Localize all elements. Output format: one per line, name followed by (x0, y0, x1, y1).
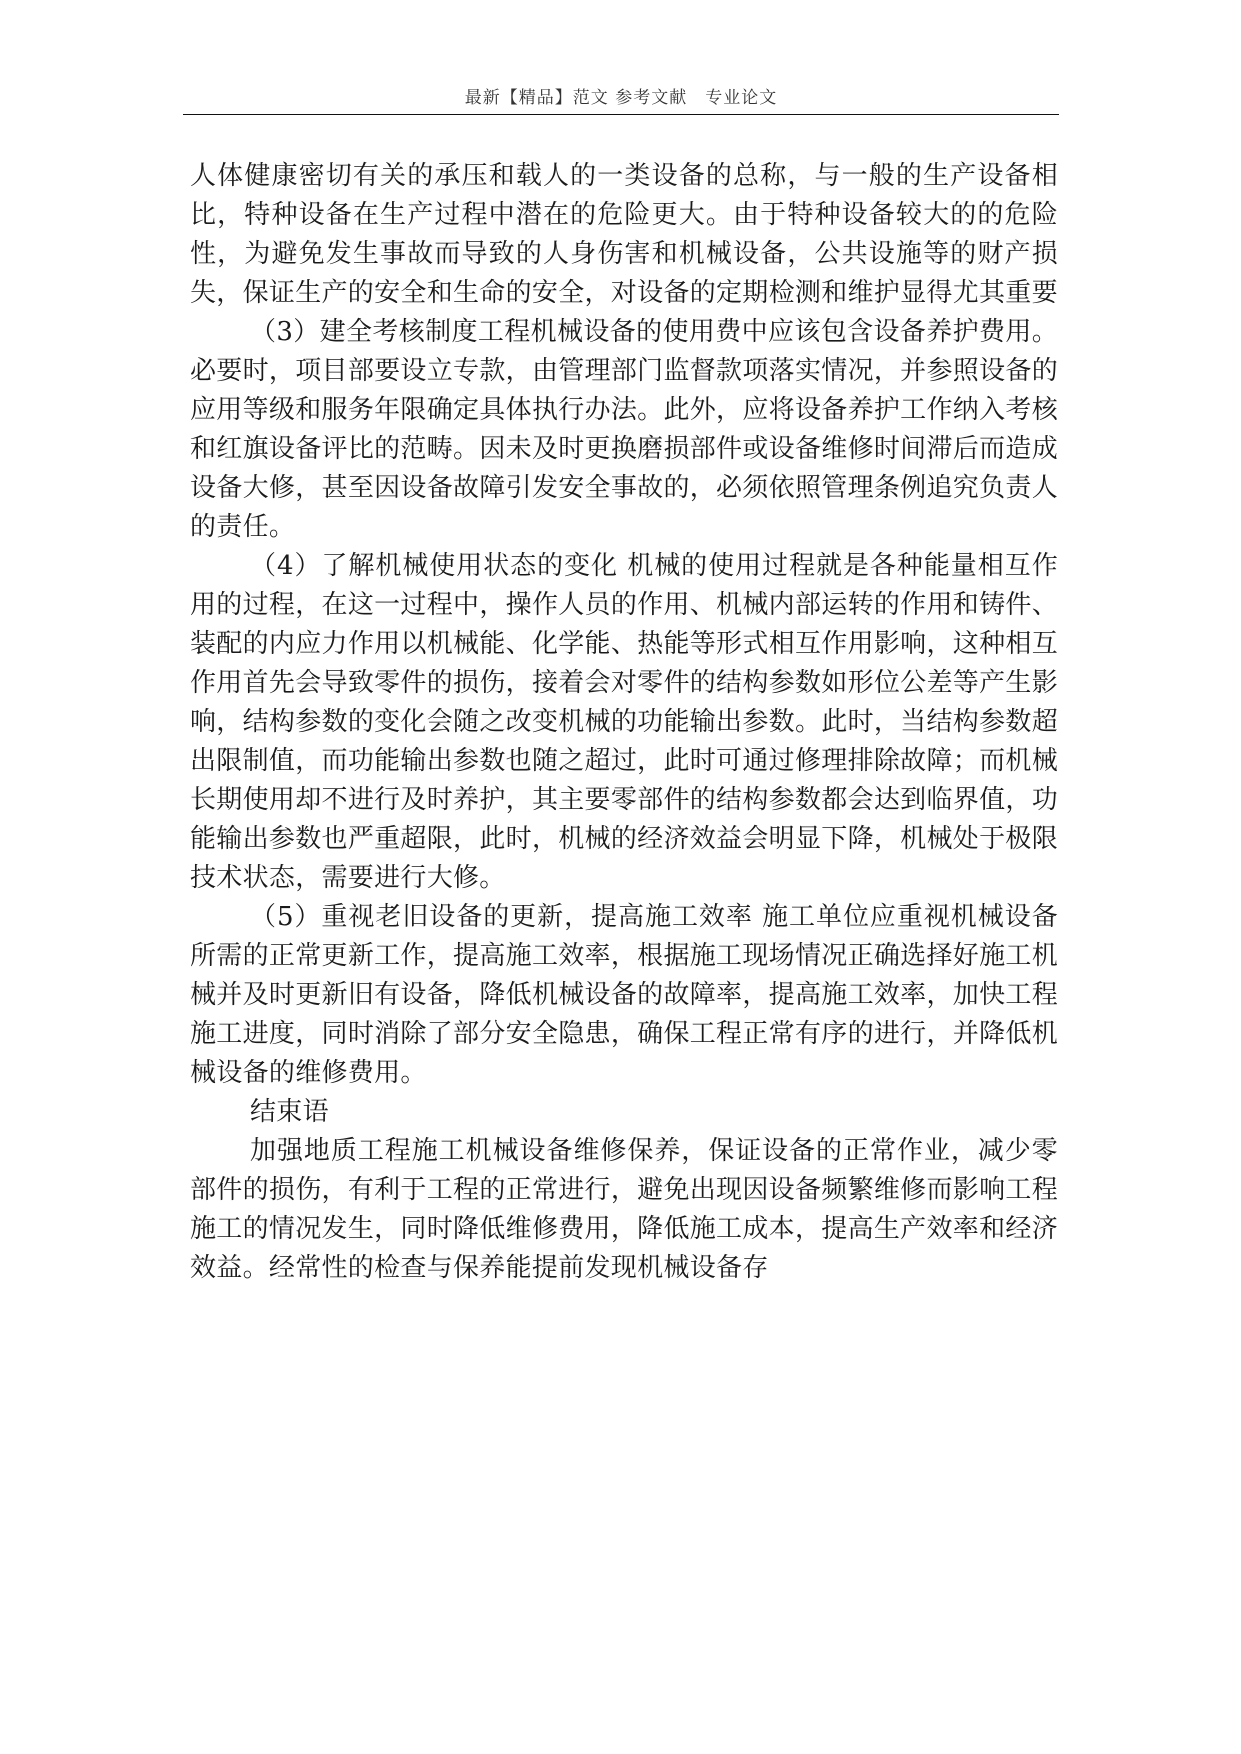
section-heading-conclusion: 结束语 (250, 1097, 329, 1127)
header-divider (183, 114, 1059, 115)
paragraph-usage-state: （4）了解机械使用状态的变化 机械的使用过程就是各种能量相互作用的过程，在这一过程中，操作人员的作用、机械内部运转的作用和铸件、装配的内应力作用以机械能、化学能、热能等形式相互作用影响，这种相互作用首先会导致零件的损伤，接着会对零件的结构参数如形位公差等产生影响，结构参数的变化会随之改变机械的功能输出参数。此时，当结构参数超出限制值，而功能输出参数也随之超过，此时可通过修理排除故障；而机械长期使用却不进行及时养护，其主要零部件的结构参数都会达到临界值，功能输出参数也严重超限，此时，机械的经济效益会明显下降，机械处于极限技术状态，需要进行大修。 (190, 551, 1058, 893)
paragraph-assessment-system: （3）建全考核制度工程机械设备的使用费中应该包含设备养护费用。必要时，项目部要设立专款，由管理部门监督款项落实情况，并参照设备的应用等级和服务年限确定具体执行办法。此外，应将设备养护工作纳入考核和红旗设备评比的范畴。因未及时更换磨损部件或设备维修时间滞后而造成设备大修，甚至因设备故障引发安全事故的，必须依照管理条例追究负责人的责任。 (190, 317, 1058, 542)
paragraph-conclusion: 加强地质工程施工机械设备维修保养，保证设备的正常作业，减少零部件的损伤，有利于工程的正常进行，避免出现因设备频繁维修而影响工程施工的情况发生，同时降低维修费用，降低施工成本，提高生产效率和经济效益。经常性的检查与保养能提前发现机械设备存 (190, 1136, 1058, 1283)
paragraph-equipment-renewal: （5）重视老旧设备的更新，提高施工效率 施工单位应重视机械设备所需的正常更新工作，提高施工效率，根据施工现场情况正确选择好施工机械并及时更新旧有设备，降低机械设备的故障率，提高施工效率，加快工程施工进度，同时消除了部分安全隐患，确保工程正常有序的进行，并降低机械设备的维修费用。 (190, 902, 1058, 1088)
document-body (190, 157, 1058, 1288)
page-header: 最新【精品】范文 参考文献 专业论文 (464, 88, 778, 108)
paragraph-continuation: 人体健康密切有关的承压和载人的一类设备的总称，与一般的生产设备相比，特种设备在生产过程中潜在的危险更大。由于特种设备较大的的危险性，为避免发生事故而导致的人身伤害和机械设备，公共设施等的财产损失，保证生产的安全和生命的安全，对设备的定期检测和维护显得尤其重要 (190, 161, 1058, 308)
